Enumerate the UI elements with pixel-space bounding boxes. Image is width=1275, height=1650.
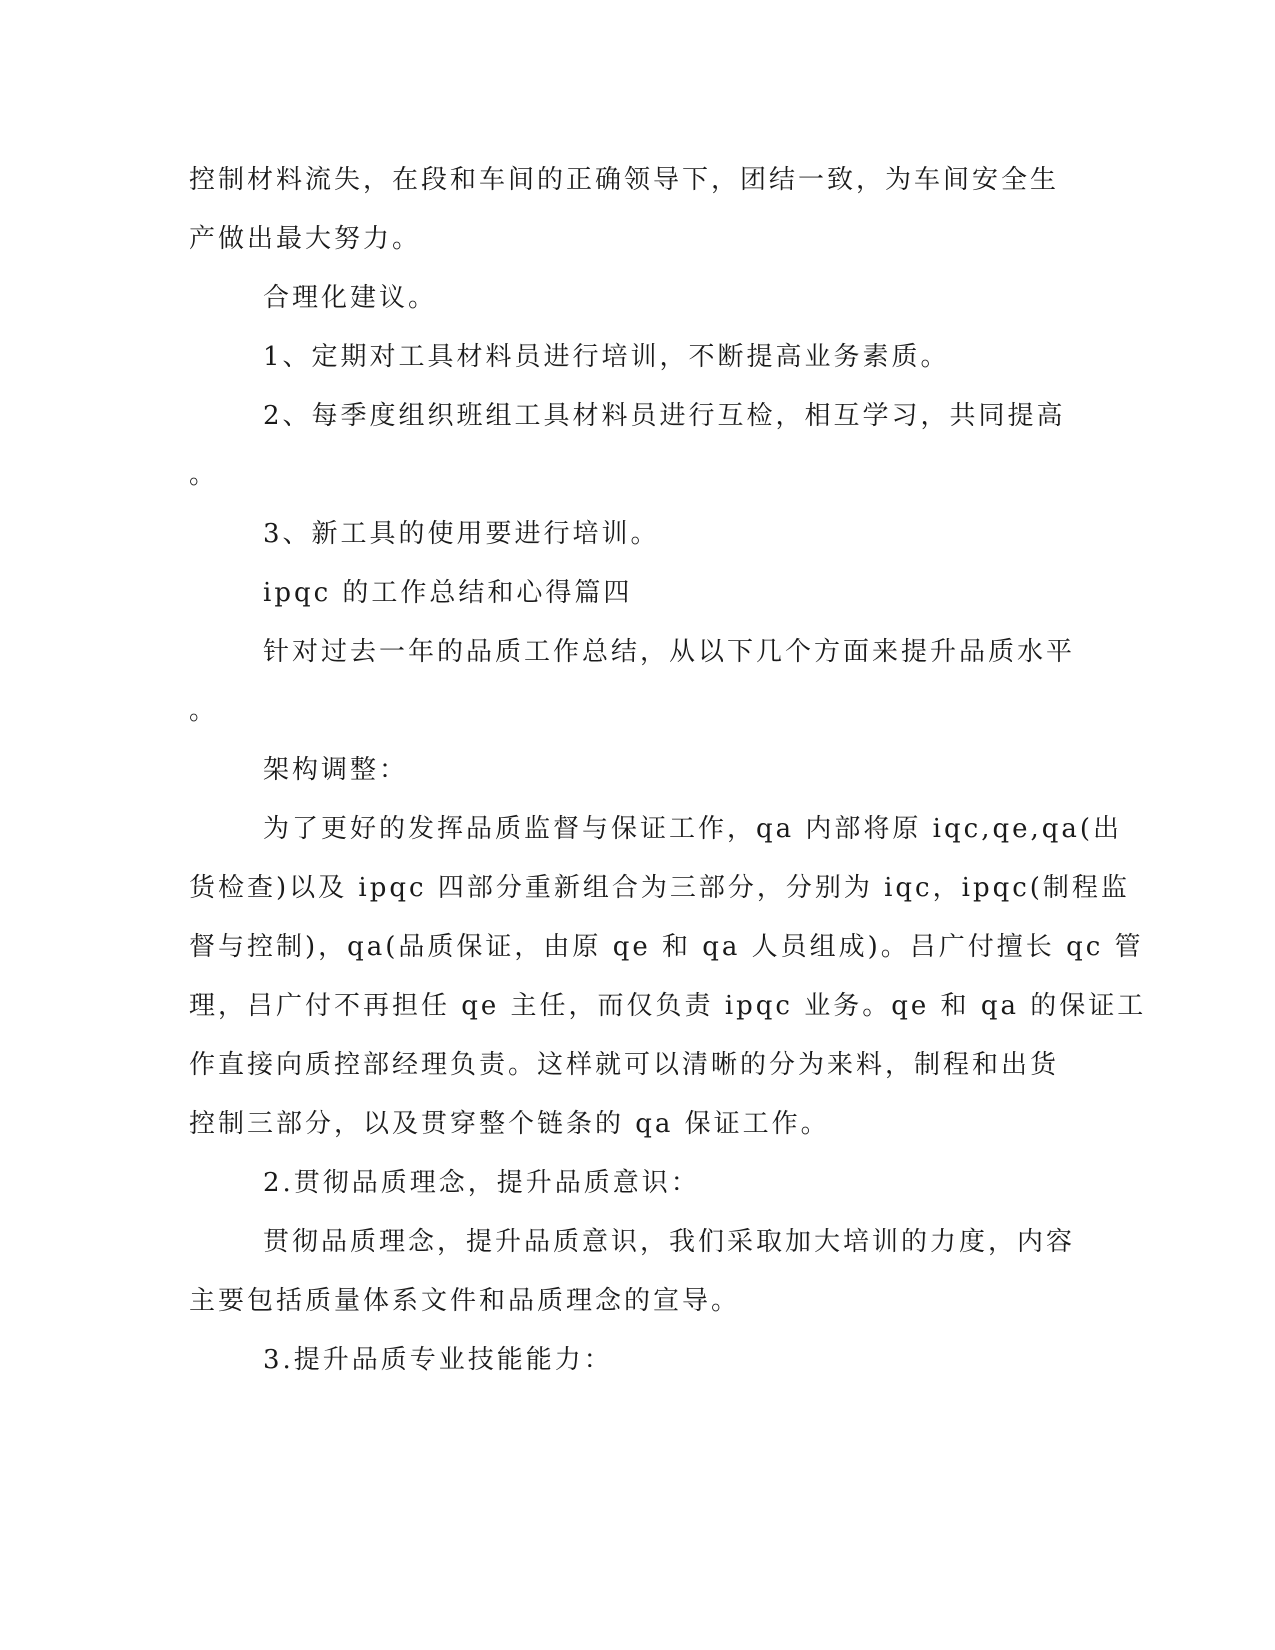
section-title: ipqc 的工作总结和心得篇四: [263, 578, 633, 608]
body-text-line: 主要包括质量体系文件和品质理念的宣导。: [189, 1286, 741, 1316]
body-text-line: 作直接向质控部经理负责。这样就可以清晰的分为来料，制程和出货: [189, 1050, 1060, 1080]
body-text-line: 货检查)以及 ipqc 四部分重新组合为三部分，分别为 iqc，ipqc(制程监: [189, 873, 1130, 903]
body-text-line: 控制材料流失，在段和车间的正确领导下，团结一致，为车间安全生: [189, 165, 1060, 195]
body-text-line: 针对过去一年的品质工作总结，从以下几个方面来提升品质水平: [263, 637, 1076, 667]
list-item: 2、每季度组织班组工具材料员进行互检，相互学习，共同提高: [263, 401, 1066, 431]
list-item: 1、定期对工具材料员进行培训，不断提高业务素质。: [263, 342, 950, 372]
body-text-line: 。: [189, 460, 219, 490]
body-text-line: 产做出最大努力。: [189, 224, 422, 254]
paragraph-heading: 3.提升品质专业技能能力：: [263, 1345, 613, 1375]
body-text-line: 为了更好的发挥品质监督与保证工作，qa 内部将原 iqc,qe,qa(出: [263, 814, 1123, 844]
body-text-line: 督与控制)，qa(品质保证，由原 qe 和 qa 人员组成)。吕广付擅长 qc 管: [189, 932, 1144, 962]
paragraph-heading: 架构调整：: [263, 755, 409, 785]
paragraph-heading: 合理化建议。: [263, 283, 438, 313]
body-text-line: 贯彻品质理念，提升品质意识，我们采取加大培训的力度，内容: [263, 1227, 1076, 1257]
body-text-line: 。: [189, 696, 219, 726]
list-item: 3、新工具的使用要进行培训。: [263, 519, 660, 549]
body-text-line: 理，吕广付不再担任 qe 主任，而仅负责 ipqc 业务。qe 和 qa 的保证工: [189, 991, 1147, 1021]
paragraph-heading: 2.贯彻品质理念，提升品质意识：: [263, 1168, 700, 1198]
body-text-line: 控制三部分，以及贯穿整个链条的 qa 保证工作。: [189, 1109, 830, 1139]
